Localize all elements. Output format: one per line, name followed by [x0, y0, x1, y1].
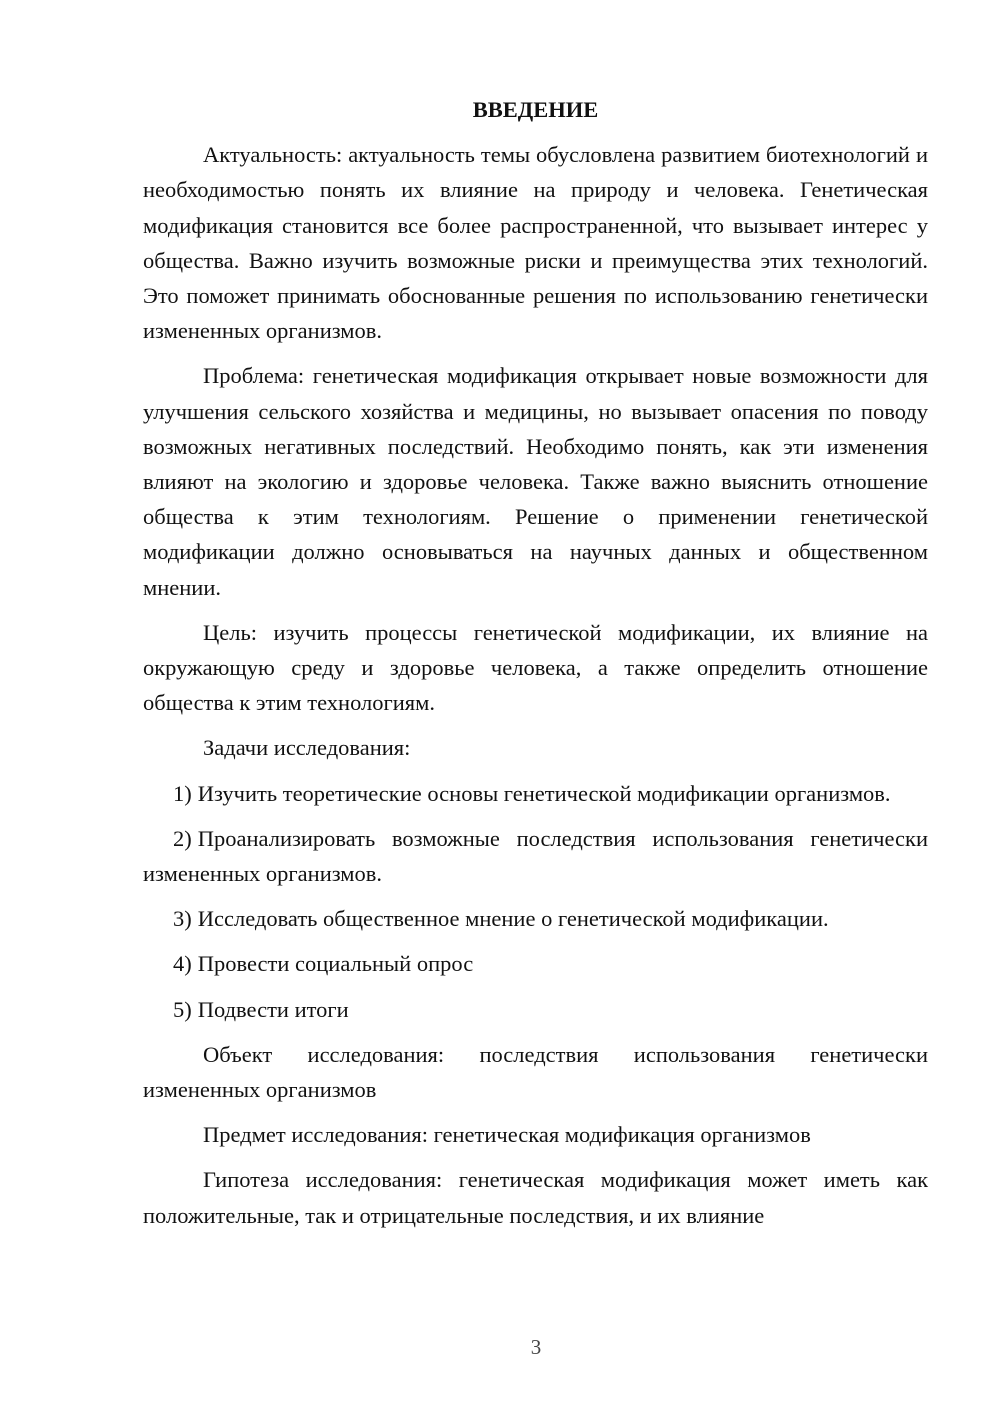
list-item [143, 776, 928, 811]
paragraph-relevance: Актуальность: актуальность темы обусловлена развитием биотехнологий и необходимостью понять их влияние на природу и человека. Генетическая модификация становится все более распространенной, что вызывает интерес у общества. Важно изучить возможные риски и преимущества этих технологий. Это поможет принимать обоснованные решения по использованию генетически измененных организмов. [143, 142, 928, 344]
list-item-text: Исследовать общественное мнение о генетической модификации. [197, 906, 829, 932]
list-item [143, 946, 928, 981]
paragraph-tasks-heading: Задачи исследования: [203, 735, 411, 761]
paragraph-problem: Проблема: генетическая модификация открывает новые возможности для улучшения сельского хозяйства и медицины, но вызывает опасения по поводу возможных негативных последствий. Необходимо понять, как эти изменения влияют на экологию и здоровье человека. Также важно выяснить отношение общества к этим технологиям. Решение о применении генетической модификации должно основываться на научных данных и общественном мнении. [143, 363, 928, 600]
list-item-text: Провести социальный опрос [197, 951, 474, 977]
page-content [143, 92, 928, 1243]
paragraph-goal: Цель: изучить процессы генетической модификации, их влияние на окружающую среду и здоровье человека, а также определить отношение общества к этим технологиям. [143, 619, 928, 716]
list-item-number: 3) [173, 906, 192, 932]
list-item-text: Изучить теоретические основы генетической модификации организмов. [197, 780, 891, 806]
paragraph-hypothesis: Гипотеза исследования: генетическая модификация может иметь как положительные, так и отрицательные последствия, и их влияние [143, 1167, 928, 1228]
list-item-text: Проанализировать возможные последствия использования генетически измененных организмов. [143, 825, 928, 887]
list-item-number: 1) [173, 780, 192, 806]
list-item-number: 4) [173, 951, 192, 977]
list-item-number: 2) [173, 825, 192, 851]
paragraph-object: Объект исследования: последствия использования генетически измененных организмов [143, 1041, 928, 1103]
list-item [143, 901, 928, 936]
task-list [143, 776, 928, 1027]
list-item [143, 992, 928, 1027]
list-item-number: 5) [173, 996, 192, 1022]
section-heading: ВВЕДЕНИЕ [472, 97, 599, 122]
page-number: 3 [530, 1335, 542, 1359]
list-item [143, 821, 928, 891]
list-item-text: Подвести итоги [197, 996, 349, 1022]
paragraph-subject: Предмет исследования: генетическая модификация организмов [203, 1122, 811, 1148]
